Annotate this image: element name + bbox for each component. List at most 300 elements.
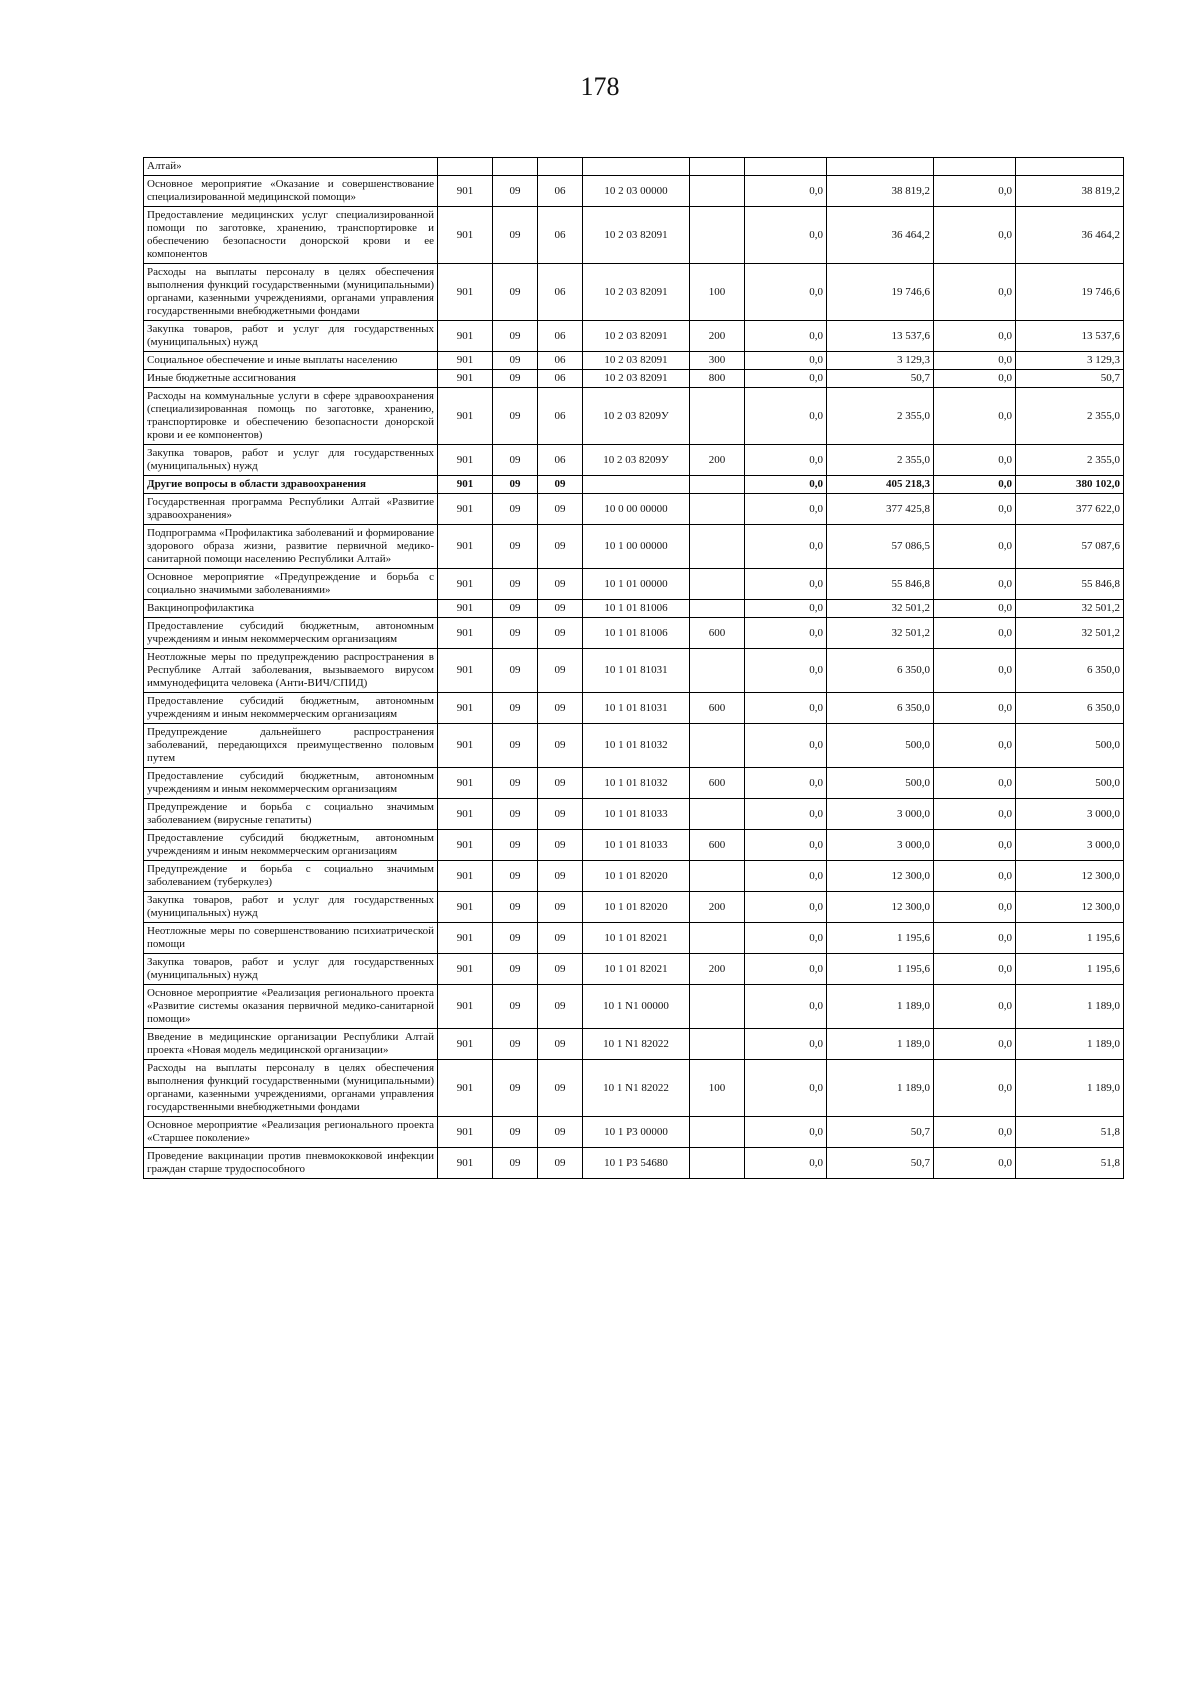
row-value-2: 1 195,6 <box>827 954 934 985</box>
row-value-1: 0,0 <box>745 1060 827 1117</box>
row-section-code: 09 <box>493 892 538 923</box>
row-expense-type <box>690 649 745 693</box>
row-value-1 <box>745 158 827 176</box>
row-subsection-code: 09 <box>538 1029 583 1060</box>
row-section-code: 09 <box>493 207 538 264</box>
row-value-3: 0,0 <box>934 264 1016 321</box>
row-target-article: 10 1 01 00000 <box>583 569 690 600</box>
row-value-1: 0,0 <box>745 649 827 693</box>
row-expense-type <box>690 476 745 494</box>
row-section-code: 09 <box>493 618 538 649</box>
row-expense-type <box>690 494 745 525</box>
row-value-3: 0,0 <box>934 207 1016 264</box>
row-description: Основное мероприятие «Реализация регионального проекта «Развитие системы оказания первичной медико-санитарной помощи» <box>144 985 438 1029</box>
row-subsection-code: 09 <box>538 1148 583 1179</box>
table-row <box>144 600 1124 618</box>
row-subsection-code: 06 <box>538 264 583 321</box>
row-value-3: 0,0 <box>934 321 1016 352</box>
row-value-1: 0,0 <box>745 388 827 445</box>
table-row <box>144 1148 1124 1179</box>
row-value-4: 1 189,0 <box>1016 1060 1124 1117</box>
table-row <box>144 1060 1124 1117</box>
row-value-4: 1 189,0 <box>1016 985 1124 1029</box>
row-section-code: 09 <box>493 693 538 724</box>
row-admin-code: 901 <box>438 321 493 352</box>
row-subsection-code: 09 <box>538 861 583 892</box>
row-expense-type <box>690 724 745 768</box>
row-value-4: 51,8 <box>1016 1148 1124 1179</box>
table-row <box>144 207 1124 264</box>
row-value-3: 0,0 <box>934 830 1016 861</box>
row-expense-type: 100 <box>690 1060 745 1117</box>
row-subsection-code: 09 <box>538 768 583 799</box>
row-target-article: 10 2 03 8209У <box>583 388 690 445</box>
row-expense-type: 200 <box>690 321 745 352</box>
row-expense-type <box>690 985 745 1029</box>
row-subsection-code: 09 <box>538 799 583 830</box>
row-description: Иные бюджетные ассигнования <box>144 370 438 388</box>
row-value-3: 0,0 <box>934 892 1016 923</box>
budget-table-body <box>144 158 1124 1179</box>
row-value-3: 0,0 <box>934 1060 1016 1117</box>
row-value-4: 32 501,2 <box>1016 600 1124 618</box>
row-expense-type <box>690 1029 745 1060</box>
row-expense-type: 200 <box>690 954 745 985</box>
row-value-3: 0,0 <box>934 176 1016 207</box>
row-value-4: 36 464,2 <box>1016 207 1124 264</box>
row-admin-code: 901 <box>438 494 493 525</box>
row-value-3: 0,0 <box>934 985 1016 1029</box>
row-value-2: 1 195,6 <box>827 923 934 954</box>
row-section-code <box>493 158 538 176</box>
row-subsection-code: 09 <box>538 985 583 1029</box>
table-row <box>144 476 1124 494</box>
row-target-article <box>583 476 690 494</box>
row-expense-type <box>690 1148 745 1179</box>
row-section-code: 09 <box>493 1117 538 1148</box>
row-admin-code: 901 <box>438 176 493 207</box>
row-section-code: 09 <box>493 923 538 954</box>
row-subsection-code: 09 <box>538 476 583 494</box>
row-value-2: 2 355,0 <box>827 388 934 445</box>
row-admin-code: 901 <box>438 892 493 923</box>
row-expense-type: 100 <box>690 264 745 321</box>
row-value-3: 0,0 <box>934 494 1016 525</box>
row-admin-code: 901 <box>438 799 493 830</box>
row-target-article: 10 2 03 82091 <box>583 370 690 388</box>
row-admin-code: 901 <box>438 923 493 954</box>
row-section-code: 09 <box>493 176 538 207</box>
budget-table <box>143 157 1124 1179</box>
row-expense-type: 600 <box>690 693 745 724</box>
row-description: Проведение вакцинации против пневмококковой инфекции граждан старше трудоспособного <box>144 1148 438 1179</box>
row-value-3: 0,0 <box>934 525 1016 569</box>
row-value-1: 0,0 <box>745 494 827 525</box>
row-target-article: 10 1 N1 82022 <box>583 1029 690 1060</box>
row-expense-type: 200 <box>690 892 745 923</box>
row-value-4: 2 355,0 <box>1016 388 1124 445</box>
table-row <box>144 985 1124 1029</box>
row-target-article: 10 2 03 8209У <box>583 445 690 476</box>
row-subsection-code: 09 <box>538 693 583 724</box>
row-admin-code: 901 <box>438 830 493 861</box>
row-target-article <box>583 158 690 176</box>
row-section-code: 09 <box>493 476 538 494</box>
table-row <box>144 370 1124 388</box>
row-value-2: 2 355,0 <box>827 445 934 476</box>
row-description: Основное мероприятие «Предупреждение и борьба с социально значимыми заболеваниями» <box>144 569 438 600</box>
table-row <box>144 892 1124 923</box>
row-section-code: 09 <box>493 1029 538 1060</box>
row-value-1: 0,0 <box>745 207 827 264</box>
row-value-2: 50,7 <box>827 370 934 388</box>
row-description: Предупреждение и борьба с социально значимым заболеванием (вирусные гепатиты) <box>144 799 438 830</box>
row-admin-code: 901 <box>438 264 493 321</box>
row-target-article: 10 1 01 81031 <box>583 649 690 693</box>
row-expense-type: 800 <box>690 370 745 388</box>
row-subsection-code: 09 <box>538 618 583 649</box>
row-value-2: 500,0 <box>827 768 934 799</box>
row-target-article: 10 1 01 82020 <box>583 892 690 923</box>
row-value-2: 38 819,2 <box>827 176 934 207</box>
row-value-2 <box>827 158 934 176</box>
row-value-4: 500,0 <box>1016 724 1124 768</box>
row-target-article: 10 1 01 81032 <box>583 768 690 799</box>
row-section-code: 09 <box>493 768 538 799</box>
row-section-code: 09 <box>493 370 538 388</box>
row-section-code: 09 <box>493 321 538 352</box>
row-admin-code: 901 <box>438 445 493 476</box>
row-target-article: 10 1 01 81032 <box>583 724 690 768</box>
row-value-2: 57 086,5 <box>827 525 934 569</box>
table-row <box>144 176 1124 207</box>
row-value-4: 1 195,6 <box>1016 954 1124 985</box>
row-section-code: 09 <box>493 830 538 861</box>
row-value-4 <box>1016 158 1124 176</box>
row-expense-type <box>690 1117 745 1148</box>
row-value-1: 0,0 <box>745 321 827 352</box>
row-value-1: 0,0 <box>745 724 827 768</box>
row-section-code: 09 <box>493 264 538 321</box>
table-row <box>144 494 1124 525</box>
row-expense-type: 600 <box>690 768 745 799</box>
row-section-code: 09 <box>493 525 538 569</box>
row-admin-code: 901 <box>438 525 493 569</box>
row-admin-code: 901 <box>438 1117 493 1148</box>
row-value-3: 0,0 <box>934 954 1016 985</box>
row-admin-code: 901 <box>438 724 493 768</box>
table-row <box>144 954 1124 985</box>
row-value-4: 32 501,2 <box>1016 618 1124 649</box>
row-admin-code: 901 <box>438 861 493 892</box>
row-value-2: 405 218,3 <box>827 476 934 494</box>
row-value-2: 50,7 <box>827 1117 934 1148</box>
table-row <box>144 1117 1124 1148</box>
row-description: Алтай» <box>144 158 438 176</box>
row-value-1: 0,0 <box>745 768 827 799</box>
row-value-4: 3 129,3 <box>1016 352 1124 370</box>
row-admin-code: 901 <box>438 693 493 724</box>
row-value-4: 12 300,0 <box>1016 892 1124 923</box>
row-subsection-code: 09 <box>538 600 583 618</box>
row-description: Предоставление субсидий бюджетным, автономным учреждениям и иным некоммерческим организациям <box>144 830 438 861</box>
table-row <box>144 923 1124 954</box>
row-value-3: 0,0 <box>934 388 1016 445</box>
row-expense-type: 300 <box>690 352 745 370</box>
row-description: Предупреждение и борьба с социально значимым заболеванием (туберкулез) <box>144 861 438 892</box>
row-expense-type <box>690 923 745 954</box>
row-target-article: 10 1 P3 00000 <box>583 1117 690 1148</box>
row-section-code: 09 <box>493 649 538 693</box>
row-admin-code: 901 <box>438 476 493 494</box>
table-row <box>144 569 1124 600</box>
row-value-2: 1 189,0 <box>827 1029 934 1060</box>
row-expense-type <box>690 158 745 176</box>
row-description: Основное мероприятие «Оказание и совершенствование специализированной медицинской помощи» <box>144 176 438 207</box>
row-description: Расходы на выплаты персоналу в целях обеспечения выполнения функций государственными (муниципальными) органами, казенными учреждениями, органами управления государственными внебюджетными фондами <box>144 1060 438 1117</box>
row-value-4: 1 189,0 <box>1016 1029 1124 1060</box>
row-subsection-code: 09 <box>538 830 583 861</box>
row-value-3: 0,0 <box>934 861 1016 892</box>
row-section-code: 09 <box>493 1148 538 1179</box>
row-value-3: 0,0 <box>934 1148 1016 1179</box>
table-row <box>144 388 1124 445</box>
row-target-article: 10 1 01 81006 <box>583 600 690 618</box>
row-expense-type <box>690 799 745 830</box>
row-subsection-code: 09 <box>538 649 583 693</box>
row-subsection-code: 09 <box>538 954 583 985</box>
row-subsection-code: 06 <box>538 176 583 207</box>
row-section-code: 09 <box>493 861 538 892</box>
row-value-4: 500,0 <box>1016 768 1124 799</box>
row-value-1: 0,0 <box>745 954 827 985</box>
row-value-2: 13 537,6 <box>827 321 934 352</box>
row-target-article: 10 1 01 82021 <box>583 923 690 954</box>
row-value-4: 2 355,0 <box>1016 445 1124 476</box>
row-admin-code: 901 <box>438 569 493 600</box>
row-subsection-code: 09 <box>538 1117 583 1148</box>
row-expense-type: 600 <box>690 618 745 649</box>
row-target-article: 10 2 03 82091 <box>583 321 690 352</box>
row-value-4: 19 746,6 <box>1016 264 1124 321</box>
table-row <box>144 352 1124 370</box>
row-value-3: 0,0 <box>934 649 1016 693</box>
row-section-code: 09 <box>493 600 538 618</box>
table-row <box>144 649 1124 693</box>
table-row <box>144 799 1124 830</box>
row-admin-code: 901 <box>438 600 493 618</box>
row-section-code: 09 <box>493 954 538 985</box>
row-subsection-code: 06 <box>538 445 583 476</box>
row-section-code: 09 <box>493 388 538 445</box>
table-row <box>144 1029 1124 1060</box>
row-value-1: 0,0 <box>745 370 827 388</box>
row-value-1: 0,0 <box>745 1029 827 1060</box>
row-target-article: 10 2 03 82091 <box>583 352 690 370</box>
row-value-1: 0,0 <box>745 985 827 1029</box>
row-description: Государственная программа Республики Алтай «Развитие здравоохранения» <box>144 494 438 525</box>
row-description: Предоставление субсидий бюджетным, автономным учреждениям и иным некоммерческим организациям <box>144 768 438 799</box>
row-expense-type <box>690 861 745 892</box>
table-row <box>144 861 1124 892</box>
row-value-3: 0,0 <box>934 600 1016 618</box>
row-target-article: 10 1 N1 82022 <box>583 1060 690 1117</box>
row-admin-code <box>438 158 493 176</box>
row-description: Закупка товаров, работ и услуг для государственных (муниципальных) нужд <box>144 321 438 352</box>
row-description: Расходы на коммунальные услуги в сфере здравоохранения (специализированная помощь по заготовке, хранению, транспортировке и обеспечению безопасности донорской крови и ее компонентов) <box>144 388 438 445</box>
row-value-3: 0,0 <box>934 724 1016 768</box>
row-value-2: 32 501,2 <box>827 600 934 618</box>
row-subsection-code: 09 <box>538 724 583 768</box>
row-target-article: 10 2 03 00000 <box>583 176 690 207</box>
table-row <box>144 768 1124 799</box>
row-description: Социальное обеспечение и иные выплаты населению <box>144 352 438 370</box>
row-value-3: 0,0 <box>934 1117 1016 1148</box>
row-value-2: 1 189,0 <box>827 985 934 1029</box>
row-admin-code: 901 <box>438 1148 493 1179</box>
page-number: 178 <box>580 72 620 101</box>
row-value-4: 1 195,6 <box>1016 923 1124 954</box>
row-value-1: 0,0 <box>745 799 827 830</box>
row-value-3: 0,0 <box>934 693 1016 724</box>
row-value-1: 0,0 <box>745 525 827 569</box>
row-value-3: 0,0 <box>934 352 1016 370</box>
row-expense-type <box>690 176 745 207</box>
row-subsection-code: 06 <box>538 207 583 264</box>
row-target-article: 10 2 03 82091 <box>583 207 690 264</box>
row-subsection-code: 06 <box>538 370 583 388</box>
row-value-1: 0,0 <box>745 892 827 923</box>
row-description: Расходы на выплаты персоналу в целях обеспечения выполнения функций государственными (муниципальными) органами, казенными учреждениями, органами управления государственными внебюджетными фондами <box>144 264 438 321</box>
row-section-code: 09 <box>493 569 538 600</box>
row-subsection-code: 06 <box>538 352 583 370</box>
row-expense-type <box>690 388 745 445</box>
row-subsection-code: 09 <box>538 923 583 954</box>
row-admin-code: 901 <box>438 768 493 799</box>
row-section-code: 09 <box>493 494 538 525</box>
row-value-1: 0,0 <box>745 1148 827 1179</box>
row-value-2: 19 746,6 <box>827 264 934 321</box>
row-target-article: 10 1 01 81033 <box>583 799 690 830</box>
row-value-2: 377 425,8 <box>827 494 934 525</box>
row-target-article: 10 1 01 82021 <box>583 954 690 985</box>
row-admin-code: 901 <box>438 388 493 445</box>
row-description: Основное мероприятие «Реализация регионального проекта «Старшее поколение» <box>144 1117 438 1148</box>
table-row <box>144 321 1124 352</box>
row-subsection-code <box>538 158 583 176</box>
table-row <box>144 724 1124 768</box>
table-row <box>144 693 1124 724</box>
row-description: Вакцинопрофилактика <box>144 600 438 618</box>
row-value-4: 13 537,6 <box>1016 321 1124 352</box>
row-description: Закупка товаров, работ и услуг для государственных (муниципальных) нужд <box>144 954 438 985</box>
row-value-1: 0,0 <box>745 476 827 494</box>
row-value-4: 38 819,2 <box>1016 176 1124 207</box>
row-target-article: 10 1 01 81031 <box>583 693 690 724</box>
row-value-3: 0,0 <box>934 768 1016 799</box>
row-admin-code: 901 <box>438 207 493 264</box>
row-value-2: 55 846,8 <box>827 569 934 600</box>
row-description: Введение в медицинские организации Республики Алтай проекта «Новая модель медицинской организации» <box>144 1029 438 1060</box>
row-value-4: 51,8 <box>1016 1117 1124 1148</box>
row-value-3: 0,0 <box>934 799 1016 830</box>
row-subsection-code: 06 <box>538 321 583 352</box>
row-value-3: 0,0 <box>934 923 1016 954</box>
row-description: Подпрограмма «Профилактика заболеваний и формирование здорового образа жизни, развитие первичной медико-санитарной помощи населению Республики Алтай» <box>144 525 438 569</box>
row-target-article: 10 1 01 81033 <box>583 830 690 861</box>
row-value-3: 0,0 <box>934 569 1016 600</box>
row-subsection-code: 06 <box>538 388 583 445</box>
row-admin-code: 901 <box>438 370 493 388</box>
row-section-code: 09 <box>493 1060 538 1117</box>
row-value-1: 0,0 <box>745 264 827 321</box>
row-expense-type <box>690 569 745 600</box>
row-value-2: 500,0 <box>827 724 934 768</box>
row-value-4: 6 350,0 <box>1016 649 1124 693</box>
row-description: Предоставление медицинских услуг специализированной помощи по заготовке, хранению, транспортировке и обеспечению безопасности донорской крови и ее компонентов <box>144 207 438 264</box>
row-section-code: 09 <box>493 724 538 768</box>
row-subsection-code: 09 <box>538 494 583 525</box>
row-subsection-code: 09 <box>538 1060 583 1117</box>
row-expense-type <box>690 600 745 618</box>
row-value-3: 0,0 <box>934 445 1016 476</box>
row-admin-code: 901 <box>438 352 493 370</box>
row-value-3: 0,0 <box>934 370 1016 388</box>
row-target-article: 10 1 01 82020 <box>583 861 690 892</box>
row-value-4: 50,7 <box>1016 370 1124 388</box>
row-description: Предоставление субсидий бюджетным, автономным учреждениям и иным некоммерческим организациям <box>144 618 438 649</box>
row-value-2: 3 129,3 <box>827 352 934 370</box>
row-section-code: 09 <box>493 352 538 370</box>
table-row <box>144 830 1124 861</box>
row-target-article: 10 2 03 82091 <box>583 264 690 321</box>
row-value-1: 0,0 <box>745 600 827 618</box>
row-value-2: 6 350,0 <box>827 693 934 724</box>
row-value-1: 0,0 <box>745 445 827 476</box>
row-value-3 <box>934 158 1016 176</box>
row-value-1: 0,0 <box>745 569 827 600</box>
row-value-4: 3 000,0 <box>1016 799 1124 830</box>
row-value-2: 36 464,2 <box>827 207 934 264</box>
table-row <box>144 264 1124 321</box>
row-description: Закупка товаров, работ и услуг для государственных (муниципальных) нужд <box>144 445 438 476</box>
row-value-2: 3 000,0 <box>827 799 934 830</box>
row-description: Другие вопросы в области здравоохранения <box>144 476 438 494</box>
row-description: Неотложные меры по предупреждению распространения в Республике Алтай заболевания, вызываемого вирусом иммунодефицита человека (Анти-ВИЧ/СПИД) <box>144 649 438 693</box>
table-row <box>144 158 1124 176</box>
row-subsection-code: 09 <box>538 892 583 923</box>
row-target-article: 10 1 N1 00000 <box>583 985 690 1029</box>
row-admin-code: 901 <box>438 1060 493 1117</box>
row-expense-type <box>690 525 745 569</box>
row-value-1: 0,0 <box>745 352 827 370</box>
row-value-1: 0,0 <box>745 923 827 954</box>
row-expense-type <box>690 207 745 264</box>
row-value-4: 12 300,0 <box>1016 861 1124 892</box>
row-value-2: 50,7 <box>827 1148 934 1179</box>
row-value-3: 0,0 <box>934 1029 1016 1060</box>
row-value-2: 1 189,0 <box>827 1060 934 1117</box>
row-expense-type: 200 <box>690 445 745 476</box>
row-value-4: 377 622,0 <box>1016 494 1124 525</box>
row-admin-code: 901 <box>438 985 493 1029</box>
row-section-code: 09 <box>493 985 538 1029</box>
row-value-4: 55 846,8 <box>1016 569 1124 600</box>
row-subsection-code: 09 <box>538 525 583 569</box>
row-value-4: 380 102,0 <box>1016 476 1124 494</box>
row-subsection-code: 09 <box>538 569 583 600</box>
row-target-article: 10 0 00 00000 <box>583 494 690 525</box>
